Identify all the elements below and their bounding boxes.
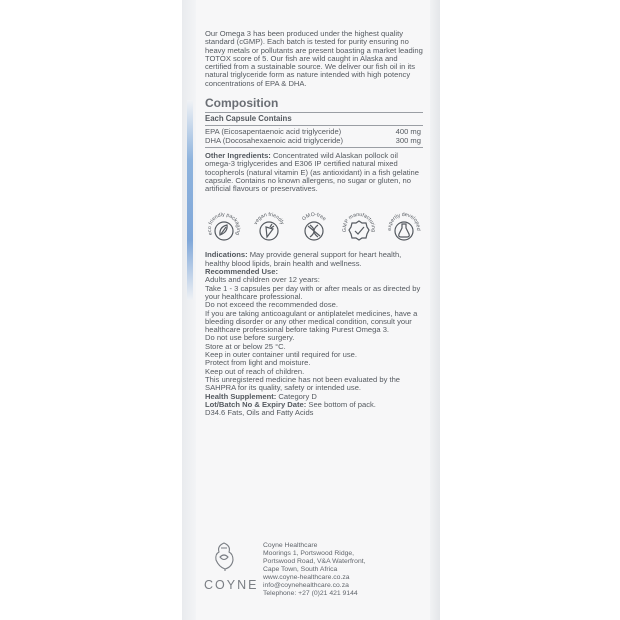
recycle-leaf-icon [215, 222, 233, 240]
other-ingredients-label: Other Ingredients: [205, 150, 271, 160]
box-left-accent [187, 100, 193, 300]
indications [205, 251, 423, 268]
address-line: Portswood Road, V&A Waterfront, [263, 558, 366, 565]
box-right-edge [430, 0, 440, 620]
usage-line: Keep in outer container until required for use. [205, 350, 357, 360]
usage-line: This unregistered medicine has not been evaluated by the SAHPRA for its quality, safety or intended use. [205, 374, 401, 393]
svg-text:GMP manufacturing [342, 212, 376, 233]
flask-icon [395, 222, 413, 240]
usage-line: Take 1 - 3 capsules per day with or after meals or as directed by your healthcare professional. [205, 283, 421, 301]
composition-heading: Composition [205, 96, 279, 111]
usage-line: Do not exceed the recommended dose. [205, 300, 338, 310]
ingredient-amount: 300 mg [395, 135, 421, 145]
badge-vegan [250, 199, 288, 247]
intro-paragraph: Our Omega 3 has been produced under the highest quality standard (cGMP). Each batch is tested for purity ensuring no heavy metals or pollutants are present boasting a market leading TOTOX score of 5. Our fish are wild caught in Alaska and certified from a sustainable source. We deliver our fish oil in its natural triglyceride form as nature intended with high potency concentrations of EPA & DHA. [205, 29, 423, 88]
usage-line: If you are taking anticoagulant or antiplatelet medicines, have a bleeding disorder or any other medical condition, consult your healthcare professional before taking Purest Omega 3. [205, 308, 418, 335]
recommended-use-label: Recommended Use: [205, 267, 279, 277]
usage-line: Do not use before surgery. [205, 333, 295, 343]
other-ingredients-text: Concentrated wild Alaskan pollock oil omega-3 triglycerides and E306 IP certified natural mixed tocopherols (natural vitamin E) (as antioxidant) in a fish gelatine capsule. Contains no known allergens, no sugar or gluten, no artificial flavours or preservatives. [205, 150, 420, 194]
dna-icon [305, 222, 323, 240]
usage-line: Keep out of reach of children. [205, 366, 305, 376]
address-line: Moorings 1, Portswood Ridge, [263, 550, 355, 557]
box-left-edge [182, 0, 196, 620]
indications-label: Indications: [205, 250, 248, 260]
usage-line: Adults and children over 12 years: [205, 275, 320, 285]
usage-line: Protect from light and moisture. [205, 358, 311, 368]
divider [205, 125, 423, 126]
category-code: D34.6 Fats, Oils and Fatty Acids [205, 408, 314, 418]
telephone: Telephone: +27 (0)21 421 9144 [263, 590, 358, 597]
ingredient-name: EPA (Eicosapentaenoic acid triglyceride) [205, 127, 342, 137]
address-line: Coyne Healthcare [263, 542, 318, 549]
checkmark-seal-icon [349, 221, 369, 240]
divider [205, 147, 423, 148]
badge-label: GMP manufacturing [341, 212, 377, 233]
svg-text:GMO-free [301, 212, 327, 222]
badge-label: GMO-free [301, 212, 328, 223]
composition-row [205, 137, 423, 145]
badge-expertly-developed [385, 199, 423, 247]
svg-text:vegan friendly [253, 212, 285, 226]
badge-label: eco friendly packaging [206, 212, 242, 237]
health-supplement-label: Health Supplement: [205, 391, 277, 401]
divider [205, 112, 423, 113]
badge-eco-packaging [205, 199, 243, 247]
address-line: Cape Town, South Africa [263, 566, 338, 573]
indications-text: May provide general support for heart health, healthy blood lipids, brain health and wellness. [205, 250, 402, 268]
health-supplement-value: Category D [276, 391, 317, 401]
usage-line: Store at or below 25 °C. [205, 341, 286, 351]
coyne-logo [204, 540, 259, 592]
ingredient-name: DHA (Docosahexaenoic acid triglyceride) [205, 135, 344, 145]
capsule-contents-heading: Each Capsule Contains [205, 114, 292, 124]
company-address [263, 542, 366, 598]
ingredient-amount: 400 mg [395, 127, 421, 137]
label-content [205, 30, 423, 417]
badge-label: vegan friendly [252, 212, 286, 227]
badge-label: expertly developed [386, 212, 422, 232]
carrot-icon [260, 222, 278, 240]
other-ingredients [205, 152, 423, 193]
lot-batch-label: Lot/Batch No & Expiry Date: [205, 399, 307, 409]
email: info@coynehealthcare.co.za [263, 582, 349, 589]
badge-gmp [340, 199, 378, 247]
website: www.coyne-healthcare.co.za [263, 574, 350, 581]
lot-batch-value: See bottom of pack. [306, 399, 376, 409]
logo-wordmark: COYNE [204, 578, 259, 592]
badge-gmo-free [295, 199, 333, 247]
heraldic-crest-icon [204, 540, 244, 572]
badge-row [205, 199, 423, 247]
